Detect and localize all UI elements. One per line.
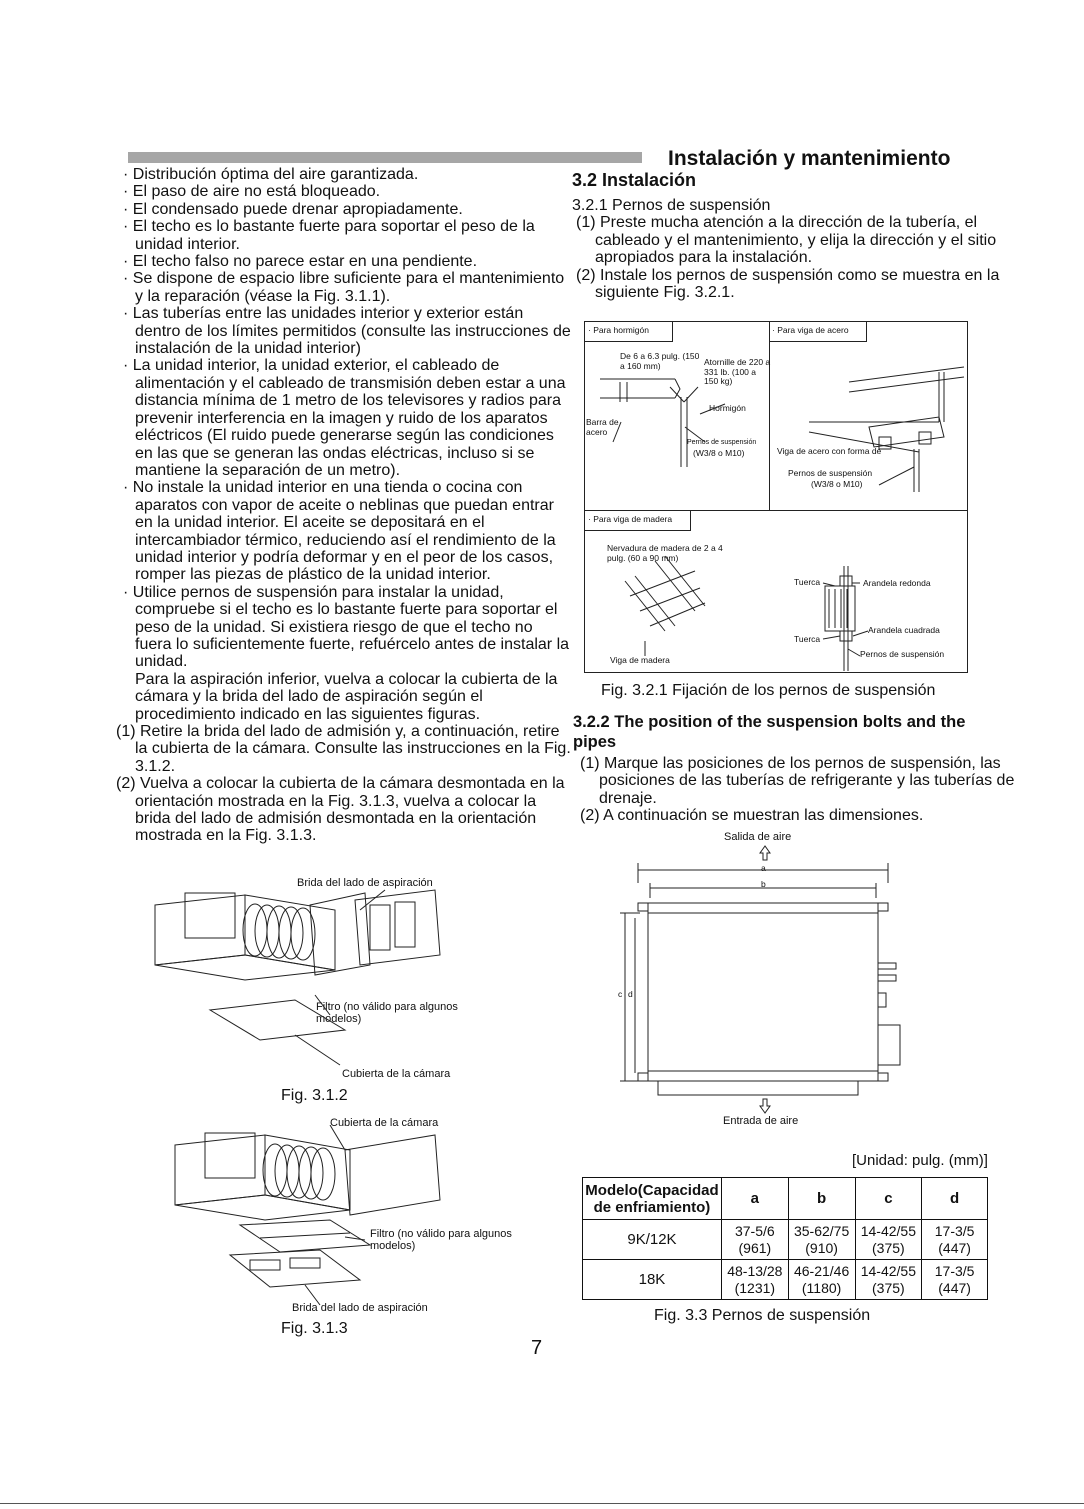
bullet-item: · El condensado puede drenar apropiadamente. [123,200,463,218]
fig321-caption: Fig. 3.2.1 Fijación de los pernos de suspensión [601,682,936,699]
fig321-frame [584,321,968,673]
bullet-item: · Las tuberías entre las unidades interior y exterior están dentro de los límites permitidos (consulte las instrucciones de instalación de la unidad interior) [123,305,571,358]
subsection-3-2-2-title: 3.2.2 The position of the suspension bolts and the pipes [573,713,966,751]
step-item: (1) Marque las posiciones de los pernos de suspensión, las posiciones de las tuberías de refrigerante y las tuberías de drenaje. [580,755,1015,807]
conc-pernos-size: (W3/8 o M10) [693,448,745,458]
label-concrete: · Para hormigón [585,322,673,342]
conc-bolt-label: Atornille de 220 a 331 lb. (100 a 150 kg) [704,357,771,386]
dim-label-b: b [761,879,766,889]
fig313-cover-label: Cubierta de la cámara [330,1117,439,1129]
steel-pernos-size: (W3/8 o M10) [811,479,863,489]
unit-note: [Unidad: pulg. (mm)] [852,1152,988,1169]
page-header-title: Instalación y mantenimiento [668,147,951,170]
step-item: (2) Vuelva a colocar la cubierta de la cámara desmontada en la orientación mostrada en la Fig. 3.1.3, vuelva a colocar la brida del lado de admisión desmontada en la orientación mostrada en la Fig. 3.1.3. [116,775,565,845]
subsection-title: 3.2.1 Pernos de suspensión [572,197,771,214]
steel-beam-label: Viga de acero con forma de [777,446,882,456]
wood-beam-label: Viga de madera [610,655,670,665]
section-title-3-2: 3.2 Instalación [572,170,697,190]
bullet-item: · Se dispone de espacio libre suficiente para el mantenimiento y la reparación (véase la Fig. 3.1.1). [123,270,565,305]
step-item: (1) Preste mucha atención a la dirección de la tubería, el cableado y el mantenimiento, y elija la dirección y el sitio apropiados para la instalación. [576,214,997,267]
wood-pernos-label: Pernos de suspensión [860,649,945,659]
bullet-item: · La unidad interior, la unidad exterior, el cableado de alimentación y el cableado de transmisión deben estar a una distancia mínima de 1 metro de los televisores y radios para prevenir interferencia en la imagen y ruido de los aparatos eléctricos (El ruido puede generarse según las condiciones en las que se generan las ondas eléctricas, incluso si se mantiene la separación de un metro). [123,357,566,479]
conc-bar-label: Barra de acero [586,417,619,437]
table-row: 9K/12K 37-5/6 (961) 35-62/75 (910) 14-42/55 (375) 17-3/5 (447) [583,1220,988,1260]
table-header-row [583,1178,988,1220]
col-model: Modelo(Capacidad de enfriamiento) [583,1178,722,1220]
conc-concrete-label: Hormigón [709,403,746,413]
steel-drawing [769,342,967,510]
fig312-flange-label: Brida del lado de aspiración [297,877,433,889]
bullet-item: · El paso de aire no está bloqueado. [123,183,381,201]
header-bar [128,152,642,163]
label-wood-beam: · Para viga de madera [585,511,691,531]
concrete-drawing [585,342,769,492]
wood-drawing [585,531,967,671]
dim-label-d: d [628,989,633,999]
col-b: b [788,1178,855,1220]
fig313-drawing [170,1125,470,1315]
col-c: c [855,1178,922,1220]
fig312-filter-label: Filtro (no válido para algunos modelos) [316,1001,458,1025]
wood-rib-label: Nervadura de madera de 2 a 4 pulg. (60 a 90 mm) [607,543,723,563]
fig313-caption: Fig. 3.1.3 [281,1320,348,1337]
dim-label-c: c [618,989,623,999]
aspiration-paragraph: Para la aspiración inferior, vuelva a colocar la cubierta de la cámara y la brida del lado de aspiración según el procedimiento indicado en las siguientes figuras. [135,670,558,723]
bullet-item: · No instale la unidad interior en una tienda o cocina con aparatos con vapor de aceite o neblinas que puedan entrar en la unidad interior. El aceite se depositará en el intercambiador térmico, reduciendo así el rendimiento de la unidad interior y podría deformar y en el peor de los casos, romper las piezas de plástico de la unidad interior. [123,479,556,584]
steel-pernos-label: Pernos de suspensión [788,468,873,478]
wood-nut1-label: Tuerca [794,577,821,587]
dimension-drawing [610,843,910,1115]
step-item: (2) Instale los pernos de suspensión como se muestra en la siguiente Fig. 3.2.1. [576,266,1000,302]
col-d: d [922,1178,988,1220]
left-column [112,166,572,845]
subsection-3-2-1 [572,197,1012,301]
air-outlet-label: Salida de aire [724,831,792,843]
conc-pernos-label: Pernos de suspensión [687,439,757,446]
fig313-flange-label: Brida del lado de aspiración [292,1302,428,1314]
fig312-cover-label: Cubierta de la cámara [342,1068,451,1080]
wood-square-washer-label: Arandela cuadrada [868,625,940,635]
wood-round-washer-label: Arandela redonda [863,578,931,588]
dim-label-a: a [761,863,766,873]
conc-dim-label: De 6 a 6.3 pulg. (150 a 160 mm) [620,351,700,371]
page-number: 7 [531,1337,543,1359]
dimensions-table [582,1177,988,1300]
air-inlet-label: Entrada de aire [723,1115,799,1127]
fig312-caption: Fig. 3.1.2 [281,1087,348,1104]
col-a: a [721,1178,788,1220]
fig313-filter-label: Filtro (no válido para algunos modelos) [370,1228,512,1252]
subsection-3-2-2-body [576,755,1016,825]
table-row: 18K 48-13/28 (1231) 46-21/46 (1180) 14-42/55 (375) 17-3/5 (447) [583,1260,988,1300]
bottom-rule [0,1503,1084,1504]
wood-nut2-label: Tuerca [794,634,821,644]
bullet-item: · Distribución óptima del aire garantizada. [123,166,419,183]
step-item: (1) Retire la brida del lado de admisión y, a continuación, retire la cubierta de la cámara. Consulte las instrucciones en la Fig. 3.1.2. [116,723,571,775]
bullet-item: · El techo falso no parece estar en una pendiente. [123,253,478,271]
label-steel-beam: · Para viga de acero [769,322,867,342]
bullet-item: · El techo es lo bastante fuerte para soportar el peso de la unidad interior. [123,218,535,253]
step-item: (2) A continuación se muestran las dimensiones. [580,807,924,825]
bullet-item: · Utilice pernos de suspensión para instalar la unidad, compruebe si el techo es lo bastante fuerte para soportar el peso de la unidad. Si existiera riesgo de que el techo no fuera lo suficientemente fuerte, refuércelo antes de instalar la unidad. [123,583,570,671]
table-caption: Fig. 3.3 Pernos de suspensión [654,1307,871,1324]
fig312-drawing [145,885,465,1080]
